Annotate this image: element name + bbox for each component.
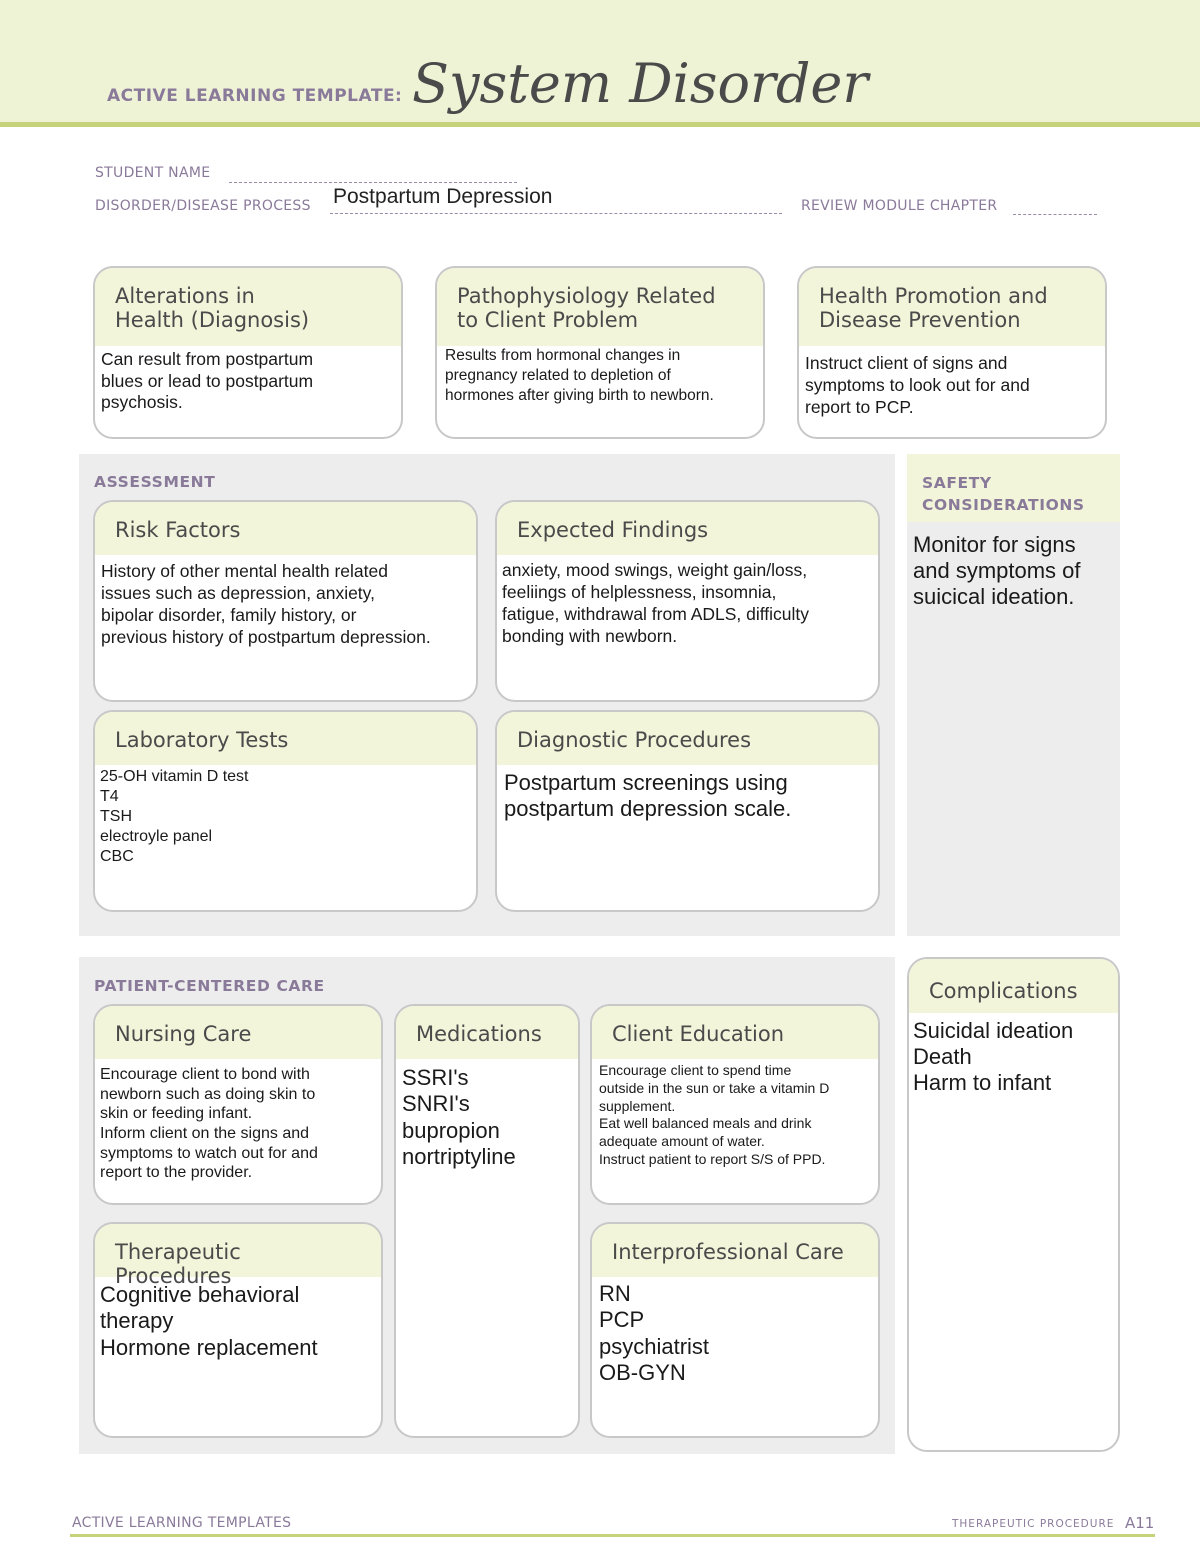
template-title: System Disorder	[412, 52, 869, 115]
alterations-title: Alterations in Health (Diagnosis)	[95, 268, 401, 346]
diagnostic-procedures-box	[495, 710, 880, 912]
pathophysiology-box	[435, 266, 765, 439]
assessment-heading: ASSESSMENT	[94, 473, 216, 491]
therapeutic-procedures-box	[93, 1222, 383, 1438]
footer-right-label: THERAPEUTIC PROCEDURE	[952, 1518, 1115, 1530]
expected-findings-title: Expected Findings	[497, 502, 878, 555]
health-promotion-box	[797, 266, 1107, 439]
laboratory-tests-body[interactable]: 25-OH vitamin D test T4 TSH electroyle panel CBC	[100, 768, 249, 865]
nursing-care-title: Nursing Care	[95, 1006, 381, 1059]
safety-heading: SAFETY CONSIDERATIONS	[922, 474, 1085, 515]
header-divider	[0, 122, 1200, 127]
therapeutic-procedures-title: Therapeutic Procedures	[95, 1224, 381, 1277]
expected-findings-body[interactable]: anxiety, mood swings, weight gain/loss, feeliings of helplessness, insomnia, fatigue, withdrawal from ADLS, difficulty bonding with newborn.	[502, 560, 810, 647]
medications-body[interactable]: SSRI's SNRI's bupropion nortriptyline	[402, 1065, 516, 1170]
client-education-box	[590, 1004, 880, 1205]
therapeutic-procedures-body[interactable]: Cognitive behavioral therapy Hormone replacement	[100, 1282, 318, 1360]
student-name-label: STUDENT NAME	[95, 165, 211, 181]
disorder-field[interactable]	[330, 186, 782, 214]
health-promotion-body[interactable]: Instruct client of signs and symptoms to look out for and report to PCP.	[805, 353, 1030, 418]
risk-factors-title: Risk Factors	[95, 502, 476, 555]
footer-divider	[70, 1534, 1155, 1537]
page-number: A11	[1125, 1514, 1155, 1532]
alterations-box	[93, 266, 403, 439]
review-module-field[interactable]	[1013, 201, 1097, 215]
interprofessional-care-title: Interprofessional Care	[592, 1224, 878, 1277]
safety-body[interactable]: Monitor for signs and symptoms of suicical ideation.	[913, 532, 1081, 609]
laboratory-tests-box	[93, 710, 478, 912]
laboratory-tests-title: Laboratory Tests	[95, 712, 476, 765]
client-education-title: Client Education	[592, 1006, 878, 1059]
client-education-body[interactable]: Encourage client to spend time outside in the sun or take a vitamin D supplement. Eat well balanced meals and drink adequate amount of water. Instruct patient to report S/S of PPD.	[599, 1062, 830, 1167]
expected-findings-box	[495, 500, 880, 702]
diagnostic-procedures-title: Diagnostic Procedures	[497, 712, 878, 765]
diagnostic-procedures-body[interactable]: Postpartum screenings using postpartum depression scale.	[504, 770, 792, 822]
footer-left-label: ACTIVE LEARNING TEMPLATES	[72, 1515, 292, 1531]
safety-panel	[907, 454, 1120, 936]
risk-factors-body[interactable]: History of other mental health related issues such as depression, anxiety, bipolar disorder, family history, or previous history of postpartum depression.	[101, 561, 431, 648]
student-name-field[interactable]	[229, 168, 517, 183]
health-promotion-title: Health Promotion and Disease Prevention	[799, 268, 1105, 346]
interprofessional-care-box	[590, 1222, 880, 1438]
risk-factors-box	[93, 500, 478, 702]
nursing-care-box	[93, 1004, 383, 1205]
patient-centered-care-heading: PATIENT-CENTERED CARE	[94, 977, 325, 995]
medications-box	[394, 1004, 580, 1438]
medications-title: Medications	[396, 1006, 578, 1059]
pathophysiology-body[interactable]: Results from hormonal changes in pregnancy related to depletion of hormones after giving birth to newborn.	[445, 347, 714, 405]
interprofessional-care-body[interactable]: RN PCP psychiatrist OB-GYN	[599, 1281, 710, 1386]
alterations-body[interactable]: Can result from postpartum blues or lead to postpartum psychosis.	[101, 349, 314, 413]
disorder-value: Postpartum Depression	[333, 185, 553, 208]
complications-body[interactable]: Suicidal ideation Death Harm to infant	[913, 1018, 1074, 1095]
complications-title: Complications	[909, 959, 1118, 1013]
pathophysiology-title: Pathophysiology Related to Client Problem	[437, 268, 763, 346]
disorder-label: DISORDER/DISEASE PROCESS	[95, 198, 311, 214]
complications-box	[907, 957, 1120, 1452]
nursing-care-body[interactable]: Encourage client to bond with newborn such as doing skin to skin or feeding infant. Inform client on the signs and symptoms to watch out for and report to the provider.	[100, 1066, 318, 1182]
review-module-label: REVIEW MODULE CHAPTER	[801, 198, 998, 214]
template-label: ACTIVE LEARNING TEMPLATE:	[107, 86, 403, 106]
